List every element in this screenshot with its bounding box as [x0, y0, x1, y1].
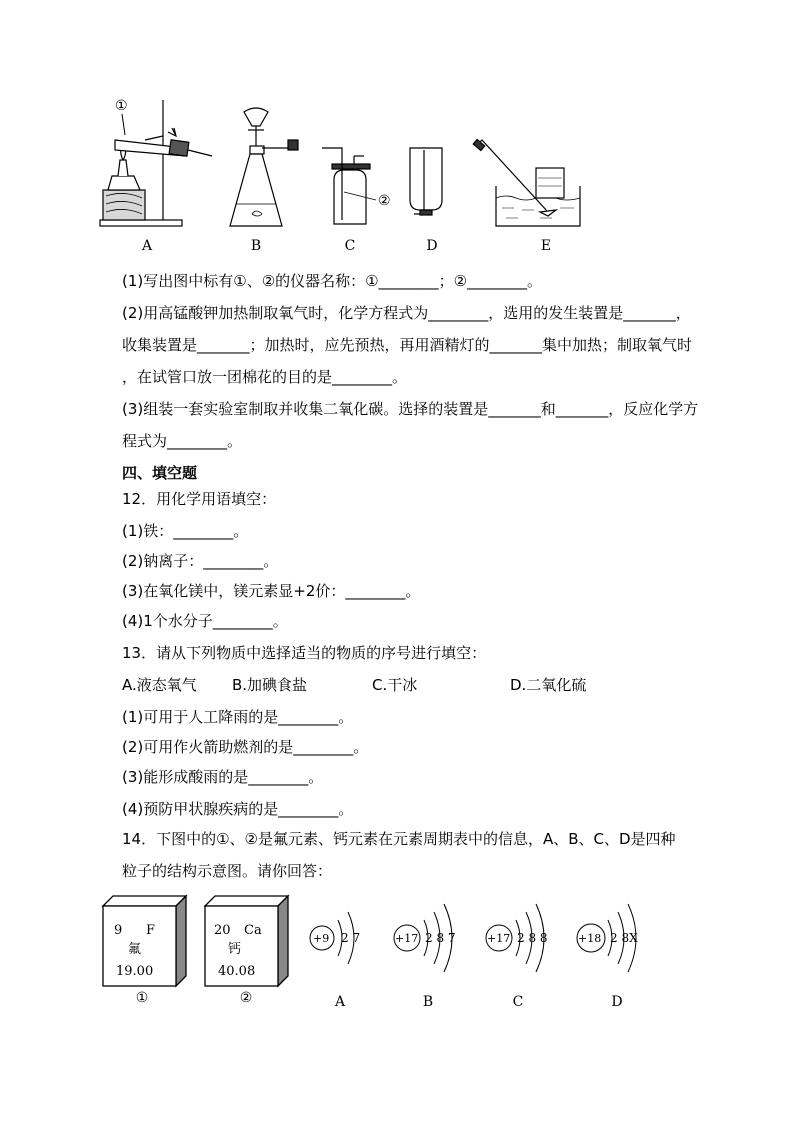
svg-text:2 8 8: 2 8 8	[517, 931, 548, 945]
q12-item-2: (2)钠离子：________。	[122, 552, 279, 570]
svg-text:2 8 7: 2 8 7	[425, 931, 456, 945]
particle-d	[574, 900, 654, 980]
apparatus-b	[230, 108, 298, 226]
q14-stem-line1: 14．下图中的①、②是氟元素、钙元素在元素周期表中的信息，A、B、C、D是四种	[122, 830, 676, 848]
fluorine-mass: 19.00	[116, 964, 154, 979]
particle-b	[392, 900, 472, 980]
q11-part2-line1: (2)用高锰酸钾加热制取氧气时，化学方程式为________，选用的发生装置是_______，	[122, 304, 691, 322]
label-d: D	[426, 238, 438, 254]
fluorine-number: 9	[114, 923, 123, 938]
particle-label-c: C	[512, 994, 524, 1010]
apparatus-c	[322, 148, 376, 224]
apparatus-d	[410, 148, 442, 215]
q11-part3-line2: 程式为________。	[122, 432, 243, 450]
q13-item-1: (1)可用于人工降雨的是________。	[122, 708, 354, 726]
svg-text:+17: +17	[487, 932, 511, 945]
q13-option-c: C.干冰	[372, 676, 418, 694]
svg-text:2 7: 2 7	[341, 931, 361, 945]
svg-text:+18: +18	[578, 932, 602, 945]
element-card-calcium	[200, 896, 300, 996]
q14-stem-line2: 粒子的结构示意图。请你回答：	[122, 862, 333, 880]
element-card-fluorine	[98, 896, 198, 996]
q13-item-3: (3)能形成酸雨的是________。	[122, 768, 324, 786]
q11-part2-line3: ，在试管口放一团棉花的目的是________。	[122, 368, 408, 386]
q13-option-b: B.加碘食盐	[232, 676, 308, 694]
q13-option-d: D.二氧化硫	[510, 676, 587, 694]
q11-part1: (1)写出图中标有①、②的仪器名称：①________；②________。	[122, 272, 543, 290]
q11-part2-line2: 收集装置是_______；加热时，应先预热，再用酒精灯的_______集中加热；制取氧气时	[122, 336, 693, 354]
calcium-name: 钙	[228, 942, 242, 957]
particle-label-d: D	[611, 994, 623, 1010]
particle-label-b: B	[422, 994, 434, 1010]
q12-item-3: (3)在氧化镁中，镁元素显+2价：________。	[122, 582, 421, 600]
fluorine-symbol: F	[146, 923, 156, 938]
svg-text:2 8X: 2 8X	[610, 931, 638, 945]
calcium-symbol: Ca	[244, 923, 262, 938]
q13-stem: 13．请从下列物质中选择适当的物质的序号进行填空：	[122, 644, 487, 662]
apparatus-e	[473, 139, 580, 226]
calcium-number: 20	[214, 923, 231, 938]
q12-item-1: (1)铁：________。	[122, 522, 249, 540]
q13-option-a: A.液态氧气	[122, 676, 197, 694]
label-a: A	[141, 238, 153, 254]
calcium-mass: 40.08	[218, 964, 256, 979]
marker-1: ①	[115, 98, 128, 114]
element-label-1: ①	[135, 990, 149, 1006]
marker-2: ②	[378, 193, 391, 209]
apparatus-a	[100, 100, 212, 226]
q12-item-4: (4)1个水分子________。	[122, 612, 288, 630]
label-e: E	[540, 238, 552, 254]
section-heading: 四、填空题	[122, 464, 198, 482]
q12-stem: 12．用化学用语填空：	[122, 490, 277, 508]
label-b: B	[250, 238, 262, 254]
label-c: C	[344, 238, 356, 254]
q11-part3-line1: (3)组装一套实验室制取并收集二氧化碳。选择的装置是_______和_______，反应化学方	[122, 400, 699, 418]
q13-item-2: (2)可用作火箭助燃剂的是________。	[122, 738, 369, 756]
particle-a	[308, 900, 378, 980]
element-label-2: ②	[239, 990, 253, 1006]
svg-text:+9: +9	[313, 932, 330, 945]
particle-label-a: A	[334, 994, 346, 1010]
apparatus-figure	[0, 0, 794, 260]
q13-item-4: (4)预防甲状腺疾病的是________。	[122, 800, 354, 818]
svg-text:+17: +17	[395, 932, 419, 945]
fluorine-name: 氟	[128, 942, 142, 957]
particle-c	[484, 900, 564, 980]
